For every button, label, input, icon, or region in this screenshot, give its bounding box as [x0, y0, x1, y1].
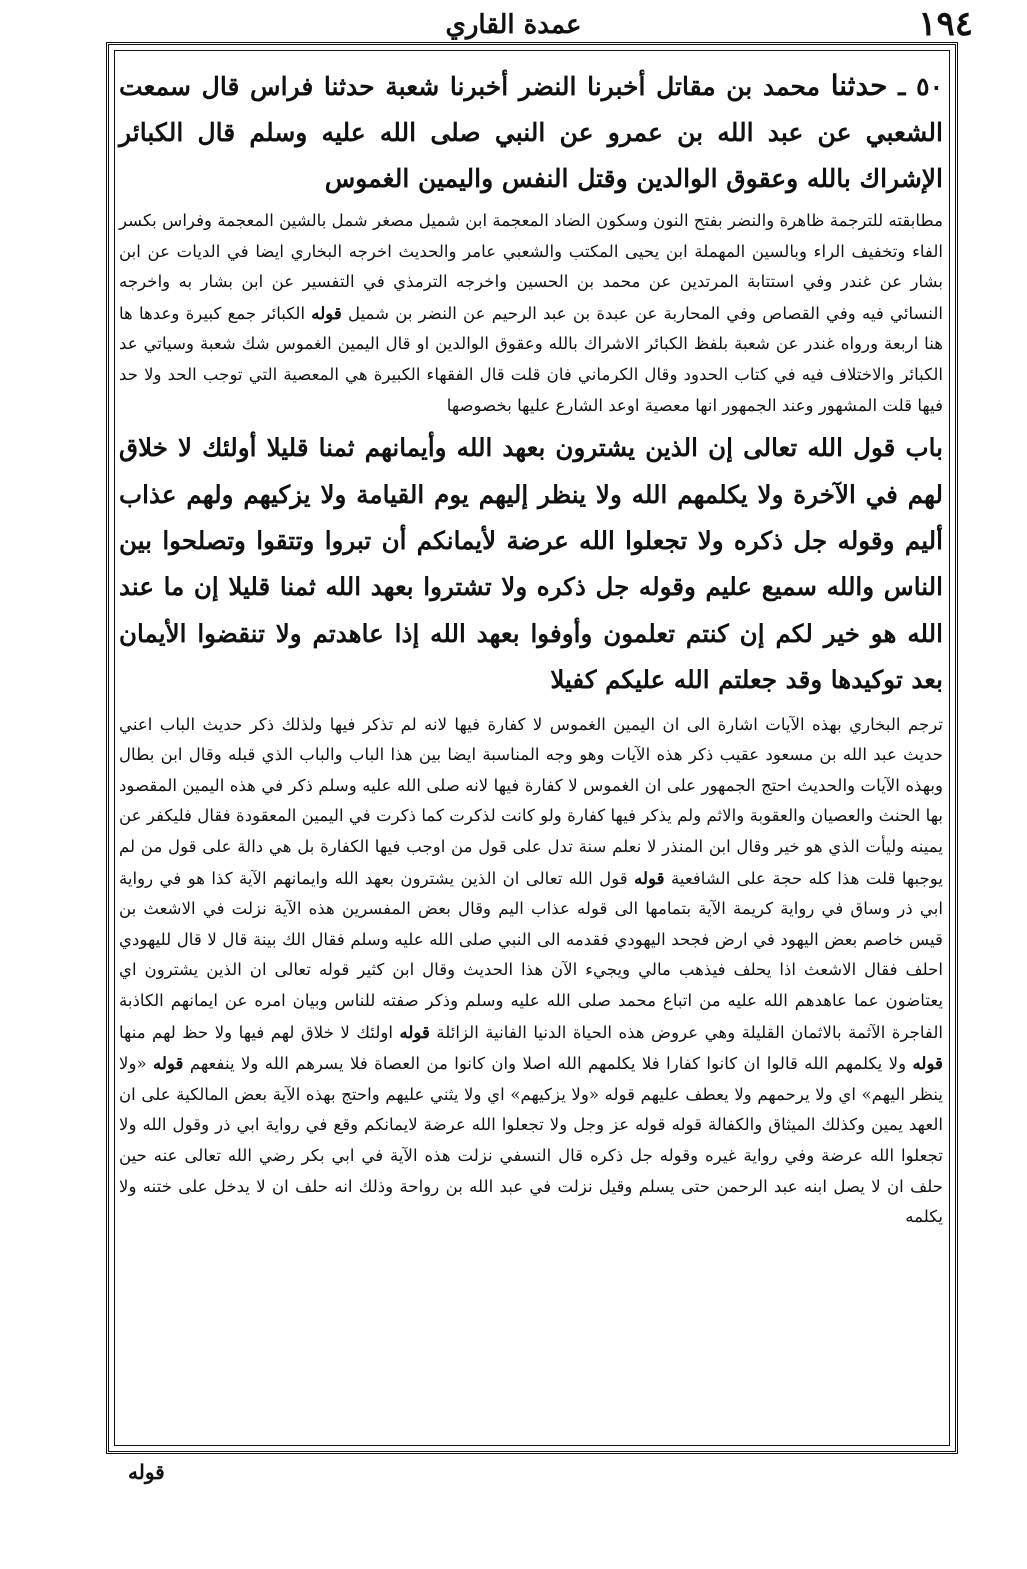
catchword: قوله [128, 1460, 165, 1484]
hadith-number: ٥٠ ـ [898, 72, 943, 101]
commentary-2-part-a: ترجم البخاري بهذه الآيات اشارة الى ان اليمين الغموس لا كفارة فيها لانه لم تذكر فيها ولذلك ذكر حديث الباب اعني حديث عبد الله بن مسعود عقيب ذكر هذه الآيات وهو وجه المناسبة ايضا بين هذا الباب والباب الذي قبله وقال ابن بطال وبهذه الآيات والحديث احتج الجمهور على ان الغموس لا كفارة فيها لانه صلى الله عليه وسلم ذكر في هذه اليمين المقصود بها الحنث والعصيان والعقوبة والاثم ولم يذكر فيها كفارة ولو كانت لذكرت كما ذكرت في اليمين المعقودة فقال فليكفر عن يمينه وليأت الذي هو خير وقال ابن المنذر لا نعلم سنة تدل على قول من اوجب فيها الكفارة بل هي دالة على قول من لم يوجبها قلت هذا كله حجة على الشافعية [119, 714, 943, 888]
commentary-2-part-c: اولئك لا خلاق لهم فيها ولا حظ لهم منها [119, 1022, 393, 1042]
qawluhu-marker: قوله [399, 1021, 430, 1042]
page-header [0, 0, 1027, 42]
qawluhu-marker: قوله [311, 302, 342, 323]
commentary-paragraph-1 [119, 206, 943, 421]
bab-heading [119, 425, 943, 703]
running-title: عمدة القاري [445, 10, 582, 40]
bab-text: باب قول الله تعالى إن الذين يشترون بعهد الله وأيمانهم ثمنا قليلا أولئك لا خلاق لهم في الآخرة ولا يكلمهم الله ولا ينظر إليهم يوم القيامة ولا يزكيهم ولهم عذاب أليم وقوله جل ذكره ولا تجعلوا الله عرضة لأيمانكم أن تبروا وتتقوا وتصلحوا بين الناس والله سميع عليم وقوله جل ذكره ولا تشتروا بعهد الله ثمنا قليلا إن ما عند الله هو خير لكم إن كنتم تعلمون وأوفوا بعهد الله إذا عاهدتم ولا تنقضوا الأيمان بعد توكيدها وقد جعلتم الله عليكم كفيلا [119, 433, 943, 695]
qawluhu-marker: قوله [912, 1053, 943, 1074]
qawluhu-marker: قوله [153, 1053, 184, 1074]
hadith-text: محمد بن مقاتل أخبرنا النضر أخبرنا شعبة حدثنا فراس قال سمعت الشعبي عن عبد الله بن عمرو عن النبي صلى الله عليه وسلم قال الكبائر الإشراك بالله وعقوق الوالدين وقتل النفس واليمين الغموس [119, 72, 943, 193]
page-frame [106, 42, 958, 1454]
commentary-2-part-d: ولا يكلمهم الله قالوا ان كانوا كفارا فلا يكلمهم الله اصلا وان كانوا من العصاة فلا يسرهم الله ولا ينفعهم [189, 1054, 907, 1074]
page-number: ١٩٤ [918, 4, 973, 44]
qawluhu-marker: قوله [634, 867, 665, 888]
commentary-2-part-e: «ولا ينظر اليهم» اي ولا يرحمهم ولا يعطف عليهم قوله «ولا يزكيهم» اي ولا يثني عليهم واحتج بهذه الآية بعض المالكية على ان العهد يمين وكذلك الميثاق والكفالة قوله قوله عز وجل ولا تجعلوا الله عرضة لايمانكم وقع في رواية ابي ذر وقول الله ولا تجعلوا الله عرضة وفي رواية غيره وقوله جل ذكره قال النسفي نزلت هذه الآية في ابي بكر رضي الله تعالى عنه حين حلف ان لا يصل ابنه عبد الرحمن حتى يسلم وقيل نزلت في عبد الله بن رواحة وذلك انه حلف ان لا يدخل على ختنه ولا يكلمه [119, 1054, 943, 1227]
hadith-haddathana: حدثنا [830, 69, 888, 102]
commentary-1-part-a: مطابقته للترجمة ظاهرة والنضر بفتح النون وسكون الضاد المعجمة ابن شميل مصغر شمل بالشين المعجمة وفراس بكسر الفاء وتخفيف الراء وبالسين المهملة ابن يحيى المكتب والشعبي عامر والحديث اخرجه البخاري ايضا في الديات عن ابن بشار عن غندر وفي استتابة المرتدين عن محمد بن الحسين واخرجه الترمذي في التفسير عن ابن بشار به واخرجه النسائي فيه وفي القصاص وفي المحاربة عن عبدة بن عبد الرحيم عن النضر بن شميل [119, 211, 943, 323]
commentary-paragraph-2 [119, 710, 943, 1233]
commentary-1-part-b: الكبائر جمع كبيرة وعدها ها هنا اربعة ورواه غندر عن شعبة بلفظ الكبائر الاشراك بالله وعقوق الوالدين او قال اليمين الغموس شك شعبة وسياتي عد الكبائر والاختلاف فيه في كتاب الحدود وقال الكرماني فان قلت قال الفقهاء الكبيرة هي المعصية التي توجب الحد ولا حد فيها قلت المشهور وعند الجمهور انها معصية اوعد الشارع عليها بخصوصها [119, 303, 943, 415]
hadith-block [119, 63, 943, 202]
page-content [119, 63, 943, 1441]
commentary-2-part-b: قول الله تعالى ان الذين يشترون بعهد الله وايمانهم الآية كذا هو في رواية ابي ذر وساق في رواية كريمة الآية بتمامها الى قوله عذاب اليم وقال بعض المفسرين هذه الآية نزلت في الاشعث بن قيس خاصم بعض اليهود في ارض فجحد اليهودي فقدمه الى النبي صلى الله عليه وسلم فقال الك بينة قال لا قال لليهودي احلف فقال الاشعث اذا يحلف فيذهب مالي ويجيء الآن هذا الحديث وقال ابن كثير قوله تعالى ان الذين يشترون اي يعتاضون عما عاهدهم الله عليه من اتباع محمد صلى الله عليه وسلم وذكر صفته للناس وبيان امره عن ايمانهم الكاذبة الفاجرة الآثمة بالاثمان القليلة وهي عروض هذه الحياة الدنيا الفانية الزائلة [119, 868, 943, 1042]
